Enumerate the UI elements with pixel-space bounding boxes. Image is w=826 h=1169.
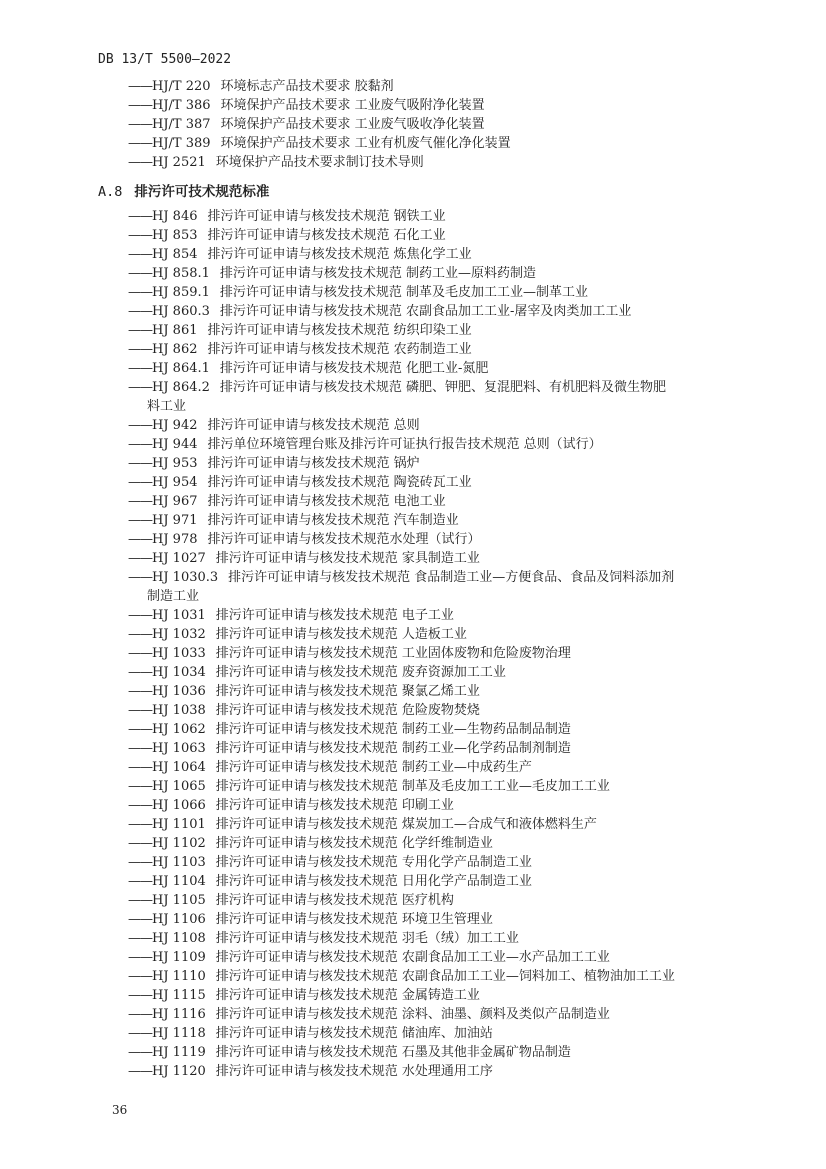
standard-code: HJ 859.1 (152, 285, 210, 300)
list-item (128, 1005, 768, 1024)
em-dash: —— (128, 665, 152, 680)
standard-code: HJ 854 (152, 247, 198, 262)
standard-code: HJ 1033 (152, 646, 206, 661)
list-item (128, 207, 768, 226)
em-dash: —— (128, 456, 152, 471)
standard-code: HJ 1064 (152, 760, 206, 775)
em-dash: —— (128, 342, 152, 357)
standard-title: 排污许可证申请与核发技术规范 陶瓷砖瓦工业 (207, 475, 472, 490)
standard-code: HJ 1103 (152, 855, 206, 870)
standard-title: 排污许可证申请与核发技术规范 聚氯乙烯工业 (215, 684, 480, 699)
em-dash: —— (128, 836, 152, 851)
standard-title: 排污许可证申请与核发技术规范 石化工业 (207, 228, 446, 243)
standard-title: 排污许可证申请与核发技术规范 农副食品加工工业—水产品加工工业 (215, 950, 610, 965)
standard-title: 排污许可证申请与核发技术规范 纺织印染工业 (207, 323, 472, 338)
standard-title: 排污许可证申请与核发技术规范 家具制造工业 (215, 551, 480, 566)
standard-title: 环境保护产品技术要求 工业有机废气催化净化装置 (220, 136, 511, 151)
standard-title: 排污许可证申请与核发技术规范 日用化学产品制造工业 (215, 874, 532, 889)
standard-code: HJ 860.3 (152, 304, 210, 319)
standard-code: HJ 978 (152, 532, 198, 547)
standard-code: HJ 853 (152, 228, 198, 243)
standard-code: HJ/T 389 (152, 136, 211, 151)
em-dash: —— (128, 361, 152, 376)
standard-code: HJ 1109 (152, 950, 206, 965)
standard-code: HJ 1036 (152, 684, 206, 699)
standard-code: HJ 944 (152, 437, 198, 452)
standard-code: HJ 954 (152, 475, 198, 490)
list-item (128, 625, 768, 644)
standard-code: HJ 1038 (152, 703, 206, 718)
standard-code: HJ 1027 (152, 551, 206, 566)
em-dash: —— (128, 1064, 152, 1079)
list-item (128, 910, 768, 929)
em-dash: —— (128, 209, 152, 224)
standard-title: 排污许可证申请与核发技术规范 储油库、加油站 (215, 1026, 493, 1041)
standard-title: 环境保护产品技术要求 工业废气吸收净化装置 (220, 117, 485, 132)
standard-code: HJ 1118 (152, 1026, 206, 1041)
standard-title: 排污许可证申请与核发技术规范 化肥工业-氮肥 (219, 361, 489, 376)
list-item (128, 416, 768, 435)
list-item (128, 644, 768, 663)
standard-title: 排污许可证申请与核发技术规范 工业固体废物和危险废物治理 (215, 646, 571, 661)
standard-code: HJ 1066 (152, 798, 206, 813)
standard-code: HJ 1030.3 (152, 570, 219, 585)
em-dash: —— (128, 98, 152, 113)
em-dash: —— (128, 722, 152, 737)
standard-title: 排污单位环境管理台账及排污许可证执行报告技术规范 总则（试行） (207, 437, 602, 452)
list-item (128, 549, 768, 568)
standard-title: 排污许可证申请与核发技术规范 环境卫生管理业 (215, 912, 493, 927)
standard-title: 环境保护产品技术要求制订技术导则 (215, 155, 424, 170)
list-item (128, 302, 768, 321)
em-dash: —— (128, 1007, 152, 1022)
em-dash: —— (128, 950, 152, 965)
standard-title: 排污许可证申请与核发技术规范 制药工业—化学药品制剂制造 (215, 741, 571, 756)
list-item (128, 245, 768, 264)
standard-title-continuation: 料工业 (147, 399, 187, 414)
em-dash: —— (128, 703, 152, 718)
standard-title: 排污许可证申请与核发技术规范 水处理通用工序 (215, 1064, 493, 1079)
em-dash: —— (128, 874, 152, 889)
standard-code: HJ 1110 (152, 969, 206, 984)
em-dash: —— (128, 1026, 152, 1041)
list-item (128, 264, 768, 283)
standard-title: 排污许可证申请与核发技术规范 印刷工业 (215, 798, 454, 813)
em-dash: —— (128, 285, 152, 300)
standard-title: 排污许可证申请与核发技术规范 农副食品加工工业—饲料加工、植物油加工工业 (215, 969, 675, 984)
em-dash: —— (128, 323, 152, 338)
list-item (128, 967, 768, 986)
standard-title: 排污许可证申请与核发技术规范 总则 (207, 418, 420, 433)
list-item (128, 891, 768, 910)
list-item (128, 777, 768, 796)
list-item (128, 283, 768, 302)
list-item (128, 340, 768, 359)
standard-title: 排污许可证申请与核发技术规范 制革及毛皮加工工业—毛皮加工工业 (215, 779, 610, 794)
document-header-id: DB 13/T 5500—2022 (98, 52, 232, 67)
list-item (128, 153, 768, 172)
standard-code: HJ 1101 (152, 817, 206, 832)
em-dash: —— (128, 912, 152, 927)
standard-title: 排污许可证申请与核发技术规范 医疗机构 (215, 893, 454, 908)
list-item (128, 511, 768, 530)
standard-code: HJ 1108 (152, 931, 206, 946)
standards-list-a8 (128, 207, 768, 1081)
standard-title: 排污许可证申请与核发技术规范 化学纤维制造业 (215, 836, 493, 851)
em-dash: —— (128, 988, 152, 1003)
em-dash: —— (128, 79, 152, 94)
standard-code: HJ 2521 (152, 155, 206, 170)
standard-title: 排污许可证申请与核发技术规范 电子工业 (215, 608, 454, 623)
standard-title: 排污许可证申请与核发技术规范 人造板工业 (215, 627, 467, 642)
standard-code: HJ 1106 (152, 912, 206, 927)
standard-code: HJ/T 220 (152, 79, 211, 94)
list-item (128, 530, 768, 549)
em-dash: —— (128, 646, 152, 661)
em-dash: —— (128, 741, 152, 756)
standard-title: 排污许可证申请与核发技术规范 石墨及其他非金属矿物品制造 (215, 1045, 571, 1060)
em-dash: —— (128, 228, 152, 243)
em-dash: —— (128, 627, 152, 642)
standard-code: HJ 1116 (152, 1007, 206, 1022)
em-dash: —— (128, 380, 152, 395)
standard-title: 排污许可证申请与核发技术规范 羽毛（绒）加工工业 (215, 931, 519, 946)
standard-title: 环境保护产品技术要求 工业废气吸附净化装置 (220, 98, 485, 113)
list-item (128, 435, 768, 454)
list-item (128, 492, 768, 511)
em-dash: —— (128, 570, 152, 585)
em-dash: —— (128, 760, 152, 775)
standard-code: HJ 1115 (152, 988, 206, 1003)
list-item (128, 359, 768, 378)
standard-code: HJ 1102 (152, 836, 206, 851)
standard-title: 排污许可证申请与核发技术规范 废弃资源加工工业 (215, 665, 506, 680)
list-item (128, 872, 768, 891)
standard-code: HJ 1104 (152, 874, 206, 889)
standard-code: HJ/T 387 (152, 117, 211, 132)
list-item (128, 796, 768, 815)
list-item (128, 815, 768, 834)
em-dash: —— (128, 136, 152, 151)
list-item (128, 739, 768, 758)
list-item (128, 720, 768, 739)
standard-title: 排污许可证申请与核发技术规范 磷肥、钾肥、复混肥料、有机肥料及微生物肥 (219, 380, 667, 395)
standard-title: 排污许可证申请与核发技术规范 锅炉 (207, 456, 420, 471)
list-item (128, 321, 768, 340)
standard-code: HJ 864.2 (152, 380, 210, 395)
em-dash: —— (128, 532, 152, 547)
page-number: 36 (112, 1103, 128, 1117)
standard-code: HJ 861 (152, 323, 198, 338)
standard-title: 排污许可证申请与核发技术规范 专用化学产品制造工业 (215, 855, 532, 870)
list-item (128, 115, 768, 134)
standard-code: HJ 1063 (152, 741, 206, 756)
standard-title: 排污许可证申请与核发技术规范 涂料、油墨、颜料及类似产品制造业 (215, 1007, 610, 1022)
standard-title: 排污许可证申请与核发技术规范 制药工业—中成药生产 (215, 760, 532, 775)
standard-code: HJ 1034 (152, 665, 206, 680)
list-item (128, 1043, 768, 1062)
standard-code: HJ 858.1 (152, 266, 210, 281)
list-item (128, 77, 768, 96)
standard-code: HJ 971 (152, 513, 198, 528)
standard-title: 排污许可证申请与核发技术规范 金属铸造工业 (215, 988, 480, 1003)
standard-code: HJ 1062 (152, 722, 206, 737)
list-item (128, 682, 768, 701)
list-item (128, 568, 768, 606)
list-item (128, 606, 768, 625)
list-item (128, 226, 768, 245)
list-item (128, 134, 768, 153)
standard-title: 排污许可证申请与核发技术规范 农药制造工业 (207, 342, 472, 357)
standard-code: HJ 846 (152, 209, 198, 224)
standard-title: 排污许可证申请与核发技术规范水处理（试行） (207, 532, 481, 547)
list-item (128, 701, 768, 720)
section-title: 排污许可技术规范标准 (134, 184, 270, 200)
list-item (128, 96, 768, 115)
list-item (128, 929, 768, 948)
em-dash: —— (128, 475, 152, 490)
standard-title: 环境标志产品技术要求 胶黏剂 (220, 79, 394, 94)
standard-title: 排污许可证申请与核发技术规范 制革及毛皮加工工业—制革工业 (219, 285, 589, 300)
standard-title: 排污许可证申请与核发技术规范 煤炭加工—合成气和液体燃料生产 (215, 817, 597, 832)
standard-code: HJ 967 (152, 494, 198, 509)
standards-list-a7 (128, 77, 768, 172)
list-item (128, 473, 768, 492)
list-item (128, 986, 768, 1005)
standard-title: 排污许可证申请与核发技术规范 电池工业 (207, 494, 446, 509)
list-item (128, 1024, 768, 1043)
em-dash: —— (128, 931, 152, 946)
list-item (128, 948, 768, 967)
em-dash: —— (128, 266, 152, 281)
list-item (128, 758, 768, 777)
em-dash: —— (128, 304, 152, 319)
em-dash: —— (128, 779, 152, 794)
standard-code: HJ 1119 (152, 1045, 206, 1060)
standard-title: 排污许可证申请与核发技术规范 制药工业—生物药品制品制造 (215, 722, 571, 737)
em-dash: —— (128, 155, 152, 170)
em-dash: —— (128, 817, 152, 832)
section-heading-a8 (98, 180, 269, 200)
em-dash: —— (128, 893, 152, 908)
em-dash: —— (128, 969, 152, 984)
standard-title: 排污许可证申请与核发技术规范 制药工业—原料药制造 (219, 266, 537, 281)
em-dash: —— (128, 608, 152, 623)
section-number: A.8 (98, 184, 123, 200)
em-dash: —— (128, 551, 152, 566)
em-dash: —— (128, 684, 152, 699)
standard-code: HJ 953 (152, 456, 198, 471)
standard-code: HJ 1032 (152, 627, 206, 642)
standard-title: 排污许可证申请与核发技术规范 汽车制造业 (207, 513, 459, 528)
standard-code: HJ 1065 (152, 779, 206, 794)
list-item (128, 853, 768, 872)
standard-code: HJ 862 (152, 342, 198, 357)
em-dash: —— (128, 494, 152, 509)
standard-code: HJ 942 (152, 418, 198, 433)
standard-code: HJ 1105 (152, 893, 206, 908)
standard-title: 排污许可证申请与核发技术规范 钢铁工业 (207, 209, 446, 224)
standard-title: 排污许可证申请与核发技术规范 炼焦化学工业 (207, 247, 472, 262)
em-dash: —— (128, 437, 152, 452)
standard-code: HJ 864.1 (152, 361, 210, 376)
standard-title: 排污许可证申请与核发技术规范 食品制造工业—方便食品、食品及饲料添加剂 (228, 570, 675, 585)
standard-code: HJ/T 386 (152, 98, 211, 113)
em-dash: —— (128, 117, 152, 132)
em-dash: —— (128, 513, 152, 528)
em-dash: —— (128, 418, 152, 433)
standard-title: 排污许可证申请与核发技术规范 农副食品加工工业-屠宰及肉类加工工业 (219, 304, 632, 319)
em-dash: —— (128, 1045, 152, 1060)
em-dash: —— (128, 247, 152, 262)
standard-code: HJ 1031 (152, 608, 206, 623)
em-dash: —— (128, 798, 152, 813)
standard-code: HJ 1120 (152, 1064, 206, 1079)
list-item (128, 378, 768, 416)
standard-title-continuation: 制造工业 (147, 589, 200, 604)
list-item (128, 454, 768, 473)
list-item (128, 1062, 768, 1081)
list-item (128, 663, 768, 682)
em-dash: —— (128, 855, 152, 870)
standard-title: 排污许可证申请与核发技术规范 危险废物焚烧 (215, 703, 480, 718)
list-item (128, 834, 768, 853)
